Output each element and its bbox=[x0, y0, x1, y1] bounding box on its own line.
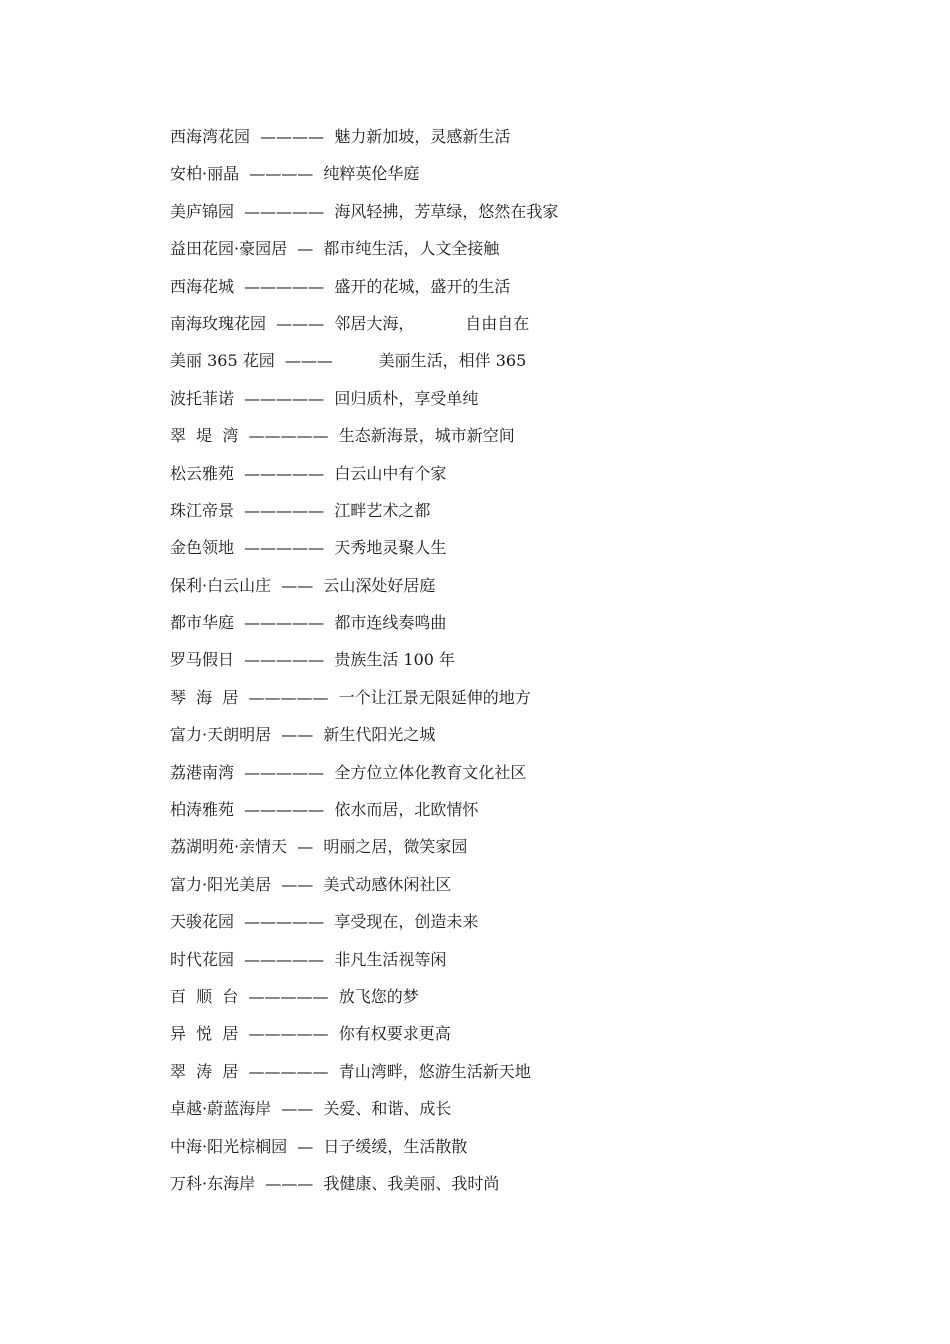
list-item: 中海·阳光棕榈园 — 日子缓缓，生活散散 bbox=[170, 1136, 468, 1156]
list-item: 万科·东海岸 ——— 我健康、我美丽、我时尚 bbox=[170, 1173, 500, 1193]
list-item: 富力·天朗明居 —— 新生代阳光之城 bbox=[170, 725, 436, 745]
list-item: 翠 堤 湾 ————— 生态新海景，城市新空间 bbox=[170, 426, 515, 446]
list-item: 南海玫瑰花园 ——— 邻居大海， 自由自在 bbox=[170, 313, 530, 333]
list-item: 荔港南湾 ————— 全方位立体化教育文化社区 bbox=[170, 762, 527, 782]
list-item: 富力·阳光美居 —— 美式动感休闲社区 bbox=[170, 874, 452, 894]
list-item: 波托菲诺 ————— 回归质朴，享受单纯 bbox=[170, 388, 479, 408]
list-item: 荔湖明苑·亲情天 — 明丽之居，微笑家园 bbox=[170, 837, 468, 857]
list-item: 美丽 365 花园 ——— 美丽生活，相伴 365 bbox=[170, 351, 527, 371]
list-item: 保利·白云山庄 —— 云山深处好居庭 bbox=[170, 575, 436, 595]
list-item: 柏涛雅苑 ————— 依水而居，北欧情怀 bbox=[170, 800, 479, 820]
list-item: 百 顺 台 ————— 放飞您的梦 bbox=[170, 986, 419, 1006]
list-item: 珠江帝景 ————— 江畔艺术之都 bbox=[170, 500, 431, 520]
list-item: 卓越·蔚蓝海岸 —— 关爱、和谐、成长 bbox=[170, 1099, 452, 1119]
list-item: 罗马假日 ————— 贵族生活 100 年 bbox=[170, 650, 456, 670]
list-item: 都市华庭 ————— 都市连线奏鸣曲 bbox=[170, 613, 447, 633]
list-item: 益田花园·豪园居 — 都市纯生活，人文全接触 bbox=[170, 239, 500, 259]
list-item: 西海湾花园 ———— 魅力新加坡，灵感新生活 bbox=[170, 127, 511, 146]
list-item: 翠 涛 居 ————— 青山湾畔，悠游生活新天地 bbox=[170, 1061, 531, 1081]
list-item: 天骏花园 ————— 享受现在，创造未来 bbox=[170, 912, 479, 932]
list-item: 时代花园 ————— 非凡生活视等闲 bbox=[170, 949, 447, 969]
list-item: 松云雅苑 ————— 白云山中有个家 bbox=[170, 463, 447, 483]
list-item: 安柏·丽晶 ———— 纯粹英伦华庭 bbox=[170, 164, 420, 184]
list-item: 金色领地 ————— 天秀地灵聚人生 bbox=[170, 538, 447, 558]
list-item: 美庐锦园 ————— 海风轻拂，芳草绿，悠然在我家 bbox=[170, 201, 559, 221]
list-item: 西海花城 ————— 盛开的花城，盛开的生活 bbox=[170, 276, 511, 296]
list-item: 琴 海 居 ————— 一个让江景无限延伸的地方 bbox=[170, 687, 531, 707]
slogan-list bbox=[170, 124, 558, 1208]
list-item: 异 悦 居 ————— 你有权要求更高 bbox=[170, 1024, 451, 1044]
